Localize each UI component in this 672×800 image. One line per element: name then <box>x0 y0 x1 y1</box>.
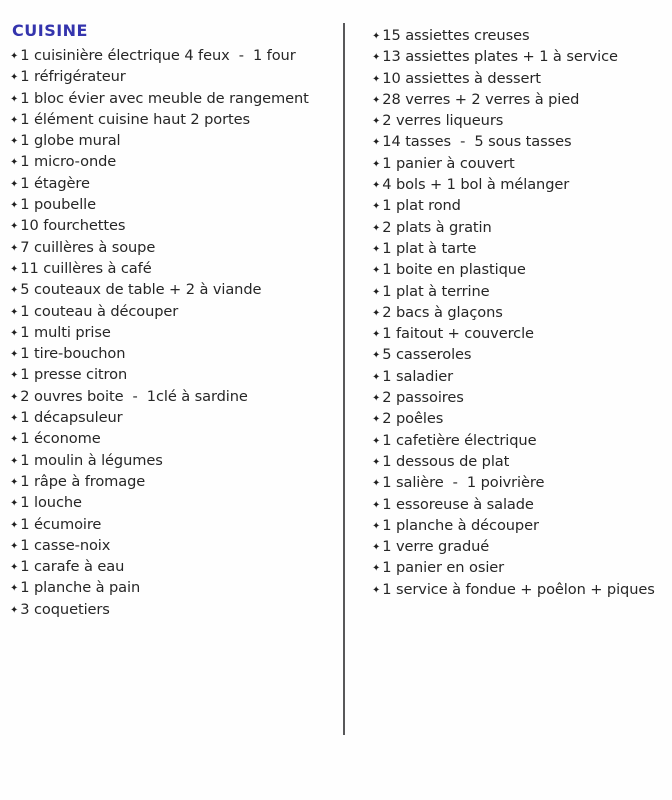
item-text: 1 moulin à légumes <box>20 451 163 469</box>
page-title: CUISINE <box>12 21 88 40</box>
list-item <box>10 387 309 408</box>
bullet-diamond-icon: ✦ <box>10 604 19 616</box>
bullet-diamond-icon: ✦ <box>372 542 381 554</box>
item-text: 1 casse-noix <box>20 536 111 554</box>
bullet-diamond-icon: ✦ <box>10 285 19 297</box>
bullet-diamond-icon: ✦ <box>372 286 381 298</box>
bullet-diamond-icon: ✦ <box>372 584 381 596</box>
list-item <box>372 69 655 90</box>
bullet-diamond-icon: ✦ <box>372 265 381 277</box>
list-item <box>10 89 309 110</box>
list-item <box>372 516 655 537</box>
item-text: 7 cuillères à soupe <box>20 238 156 256</box>
list-item <box>372 367 655 388</box>
item-text: 1 étagère <box>20 174 90 192</box>
item-text: 10 assiettes à dessert <box>382 69 541 87</box>
bullet-diamond-icon: ✦ <box>372 371 381 383</box>
list-item <box>10 493 309 514</box>
list-item <box>10 195 309 216</box>
list-item <box>10 557 309 578</box>
item-text: 1 verre gradué <box>382 538 490 556</box>
bullet-diamond-icon: ✦ <box>372 222 381 234</box>
list-item <box>10 259 309 280</box>
bullet-diamond-icon: ✦ <box>10 455 19 467</box>
item-text: 1 planche à découper <box>382 516 539 534</box>
bullet-diamond-icon: ✦ <box>10 157 19 169</box>
item-text: 14 tasses - 5 sous tasses <box>382 133 572 151</box>
bullet-diamond-icon: ✦ <box>372 180 381 192</box>
list-item <box>372 218 655 239</box>
item-text: 1 décapsuleur <box>20 409 123 427</box>
item-text: 1 louche <box>20 494 82 512</box>
list-item <box>372 26 655 47</box>
item-text: 11 cuillères à café <box>20 259 152 277</box>
bullet-diamond-icon: ✦ <box>372 499 381 511</box>
bullet-diamond-icon: ✦ <box>372 31 381 42</box>
list-item <box>372 90 655 111</box>
bullet-diamond-icon: ✦ <box>372 73 381 85</box>
list-item <box>372 537 655 558</box>
item-text: 2 ouvres boite - 1clé à sardine <box>20 387 248 405</box>
bullet-diamond-icon: ✦ <box>10 178 19 190</box>
bullet-diamond-icon: ✦ <box>10 242 19 254</box>
list-item <box>372 282 655 303</box>
item-text: 1 carafe à eau <box>20 558 125 576</box>
list-item <box>372 239 655 260</box>
item-text: 10 fourchettes <box>20 217 126 235</box>
item-text: 1 tire-bouchon <box>20 345 126 363</box>
bullet-diamond-icon: ✦ <box>10 562 19 574</box>
item-text: 1 micro-onde <box>20 153 117 171</box>
left-item-list <box>10 46 309 621</box>
list-item <box>10 451 309 472</box>
item-text: 1 faitout + couvercle <box>382 325 534 343</box>
list-item <box>372 431 655 452</box>
bullet-diamond-icon: ✦ <box>372 456 381 468</box>
item-text: 1 plat à tarte <box>382 239 477 257</box>
bullet-diamond-icon: ✦ <box>10 93 19 105</box>
list-item <box>10 323 309 344</box>
item-text: 1 poubelle <box>20 196 96 214</box>
list-item <box>372 47 655 68</box>
bullet-diamond-icon: ✦ <box>372 116 381 128</box>
list-item <box>10 536 309 557</box>
bullet-diamond-icon: ✦ <box>372 414 381 426</box>
list-item <box>10 131 309 152</box>
list-item <box>372 495 655 516</box>
bullet-diamond-icon: ✦ <box>372 393 381 405</box>
item-text: 1 planche à pain <box>20 579 141 597</box>
list-item <box>10 302 309 323</box>
list-item <box>10 280 309 301</box>
bullet-diamond-icon: ✦ <box>372 243 381 255</box>
bullet-diamond-icon: ✦ <box>372 478 381 490</box>
bullet-diamond-icon: ✦ <box>10 327 19 339</box>
bullet-diamond-icon: ✦ <box>10 263 19 275</box>
list-item <box>372 558 655 579</box>
bullet-diamond-icon: ✦ <box>10 306 19 318</box>
bullet-diamond-icon: ✦ <box>10 72 19 84</box>
list-item <box>372 303 655 324</box>
list-item <box>10 472 309 493</box>
bullet-diamond-icon: ✦ <box>10 221 19 233</box>
bullet-diamond-icon: ✦ <box>372 435 381 447</box>
item-text: 2 passoires <box>382 389 464 407</box>
list-item <box>372 409 655 430</box>
item-text: 1 râpe à fromage <box>20 472 146 490</box>
bullet-diamond-icon: ✦ <box>10 391 19 403</box>
bullet-diamond-icon: ✦ <box>372 137 381 149</box>
list-item <box>10 578 309 599</box>
list-item <box>372 452 655 473</box>
list-item <box>10 216 309 237</box>
item-text: 4 bols + 1 bol à mélanger <box>382 176 570 194</box>
item-text: 5 couteaux de table + 2 à viande <box>20 281 262 299</box>
bullet-diamond-icon: ✦ <box>10 370 19 382</box>
item-text: 1 multi prise <box>20 323 111 341</box>
item-text: 1 économe <box>20 430 101 448</box>
bullet-diamond-icon: ✦ <box>372 52 381 64</box>
item-text: 1 essoreuse à salade <box>382 495 534 513</box>
item-text: 2 plats à gratin <box>382 218 492 236</box>
bullet-diamond-icon: ✦ <box>10 540 19 552</box>
bullet-diamond-icon: ✦ <box>372 94 381 106</box>
bullet-diamond-icon: ✦ <box>10 114 19 126</box>
item-text: 1 panier à couvert <box>382 154 515 172</box>
item-text: 2 bacs à glaçons <box>382 303 503 321</box>
item-text: 1 dessous de plat <box>382 452 510 470</box>
item-text: 1 globe mural <box>20 132 121 150</box>
bullet-diamond-icon: ✦ <box>10 136 19 148</box>
item-text: 1 bloc évier avec meuble de rangement <box>20 89 309 107</box>
item-text: 1 couteau à découper <box>20 302 179 320</box>
list-item <box>10 46 309 67</box>
list-item <box>10 600 309 621</box>
list-item <box>372 473 655 494</box>
bullet-diamond-icon: ✦ <box>10 434 19 446</box>
list-item <box>10 174 309 195</box>
bullet-diamond-icon: ✦ <box>372 201 381 213</box>
item-text: 1 boite en plastique <box>382 261 526 279</box>
right-item-list <box>372 26 655 601</box>
item-text: 1 presse citron <box>20 366 128 384</box>
list-item <box>10 110 309 131</box>
item-text: 1 cuisinière électrique 4 feux - 1 four <box>20 47 296 64</box>
item-text: 15 assiettes creuses <box>382 27 530 44</box>
list-item <box>10 365 309 386</box>
list-item <box>10 238 309 259</box>
list-item <box>372 154 655 175</box>
item-text: 13 assiettes plates + 1 à service <box>382 48 618 66</box>
item-text: 1 écumoire <box>20 515 102 533</box>
item-text: 1 réfrigérateur <box>20 68 126 86</box>
item-text: 1 service à fondue + poêlon + piques <box>382 580 655 598</box>
list-item <box>10 152 309 173</box>
list-item <box>372 196 655 217</box>
bullet-diamond-icon: ✦ <box>372 158 381 170</box>
bullet-diamond-icon: ✦ <box>372 563 381 575</box>
item-text: 1 élément cuisine haut 2 portes <box>20 110 250 128</box>
bullet-diamond-icon: ✦ <box>372 520 381 532</box>
list-item <box>372 132 655 153</box>
bullet-diamond-icon: ✦ <box>10 51 19 62</box>
bullet-diamond-icon: ✦ <box>10 413 19 425</box>
bullet-diamond-icon: ✦ <box>10 519 19 531</box>
bullet-diamond-icon: ✦ <box>372 350 381 362</box>
item-text: 2 verres liqueurs <box>382 112 504 130</box>
item-text: 5 casseroles <box>382 346 472 364</box>
list-item <box>372 324 655 345</box>
bullet-diamond-icon: ✦ <box>372 307 381 319</box>
item-text: 1 plat à terrine <box>382 282 490 300</box>
list-item <box>372 388 655 409</box>
bullet-diamond-icon: ✦ <box>10 498 19 510</box>
bullet-diamond-icon: ✦ <box>372 329 381 341</box>
bullet-diamond-icon: ✦ <box>10 200 19 212</box>
list-item <box>10 515 309 536</box>
item-text: 3 coquetiers <box>20 600 110 618</box>
item-text: 1 panier en osier <box>382 559 505 577</box>
item-text: 2 poêles <box>382 410 444 428</box>
list-item <box>372 111 655 132</box>
item-text: 1 plat rond <box>382 197 461 215</box>
item-text: 28 verres + 2 verres à pied <box>382 90 580 108</box>
bullet-diamond-icon: ✦ <box>10 349 19 361</box>
item-text: 1 saladier <box>382 367 454 385</box>
column-divider <box>343 23 345 735</box>
list-item <box>10 344 309 365</box>
list-item <box>372 580 655 601</box>
list-item <box>10 408 309 429</box>
list-item <box>372 345 655 366</box>
item-text: 1 cafetière électrique <box>382 431 537 449</box>
bullet-diamond-icon: ✦ <box>10 583 19 595</box>
list-item <box>372 175 655 196</box>
list-item <box>10 429 309 450</box>
item-text: 1 salière - 1 poivrière <box>382 474 545 492</box>
list-item <box>10 67 309 88</box>
list-item <box>372 260 655 281</box>
bullet-diamond-icon: ✦ <box>10 476 19 488</box>
